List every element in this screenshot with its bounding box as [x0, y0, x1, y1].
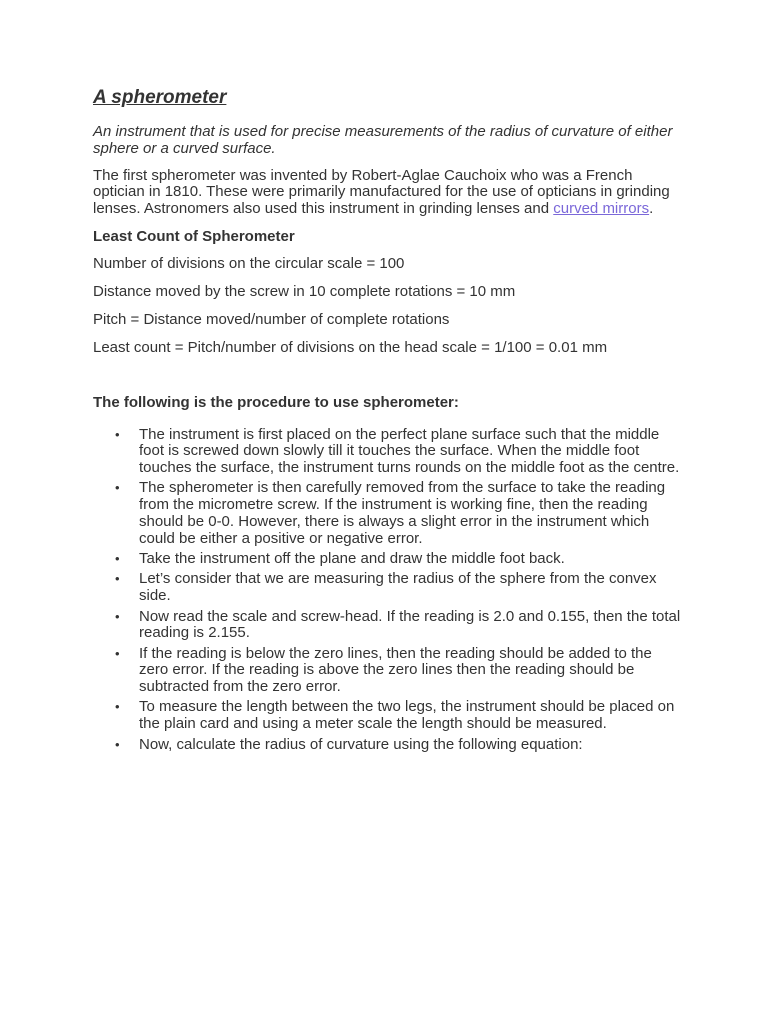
list-item	[93, 609, 683, 643]
history-paragraph	[93, 168, 683, 218]
bullet-icon: •	[115, 645, 120, 661]
bullet-icon: •	[115, 426, 120, 442]
history-period: .	[649, 200, 654, 218]
list-item	[93, 646, 683, 696]
list-item-text: Now read the scale and screw-head. If the reading is 2.0 and 0.155, then the total reading is 2.155.	[139, 607, 681, 642]
list-item-text: Now, calculate the radius of curvature using the following equation:	[139, 735, 583, 753]
list-item-text: Take the instrument off the plane and draw the middle foot back.	[139, 550, 565, 568]
list-item	[93, 737, 683, 754]
bullet-icon: •	[115, 551, 120, 567]
screw-distance: Distance moved by the screw in 10 complete rotations = 10 mm	[93, 282, 516, 300]
list-item	[93, 427, 683, 477]
bullet-icon: •	[115, 699, 120, 715]
list-item	[93, 699, 683, 733]
bullet-icon: •	[115, 480, 120, 496]
bullet-icon: •	[115, 608, 120, 624]
list-item-text: Let’s consider that we are measuring the radius of the sphere from the convex side.	[139, 570, 657, 605]
list-item-text: To measure the length between the two legs, the instrument should be placed on the plain card and using a meter scale the length should be measured.	[139, 698, 675, 733]
list-item-text: The spherometer is then carefully removed from the surface to take the reading from the micrometre screw. If the instrument is working fine, then the reading should be 0-0. However, there is always a slight error in the instrument which could be either a positive or negative error.	[139, 479, 666, 547]
curved-mirrors-link[interactable]: curved mirrors	[553, 200, 650, 218]
bullet-icon: •	[115, 571, 120, 587]
least-count-formula: Least count = Pitch/number of divisions on the head scale = 1/100 = 0.01 mm	[93, 338, 608, 356]
list-item-text: If the reading is below the zero lines, then the reading should be added to the zero error. If the reading is above the zero lines then the reading should be subtracted from the zero error.	[139, 644, 652, 696]
least-count-heading: Least Count of Spherometer	[93, 227, 295, 245]
list-item	[93, 571, 683, 605]
page-title: A spherometer	[93, 87, 227, 108]
bullet-icon: •	[115, 736, 120, 752]
procedure-heading: The following is the procedure to use spherometer:	[93, 393, 459, 411]
document-body	[93, 86, 683, 757]
pitch-formula: Pitch = Distance moved/number of complete rotations	[93, 310, 450, 328]
list-item	[93, 480, 683, 547]
list-item	[93, 551, 683, 568]
intro-text: An instrument that is used for precise measurements of the radius of curvature of either sphere or a curved surface.	[93, 123, 673, 157]
circular-scale-divisions: Number of divisions on the circular scale = 100	[93, 254, 405, 272]
procedure-list	[93, 427, 683, 754]
list-item-text: The instrument is first placed on the perfect plane surface such that the middle foot is screwed down slowly till it touches the surface. When the middle foot touches the surface, the instrument turns rounds on the middle foot as the centre.	[139, 425, 680, 477]
history-text: The first spherometer was invented by Robert-Aglae Cauchoix who was a French optician in 1810. These were primarily manufactured for the use of opticians in grinding lenses. Astronomers also used this instrument in grinding lenses and	[93, 166, 670, 218]
